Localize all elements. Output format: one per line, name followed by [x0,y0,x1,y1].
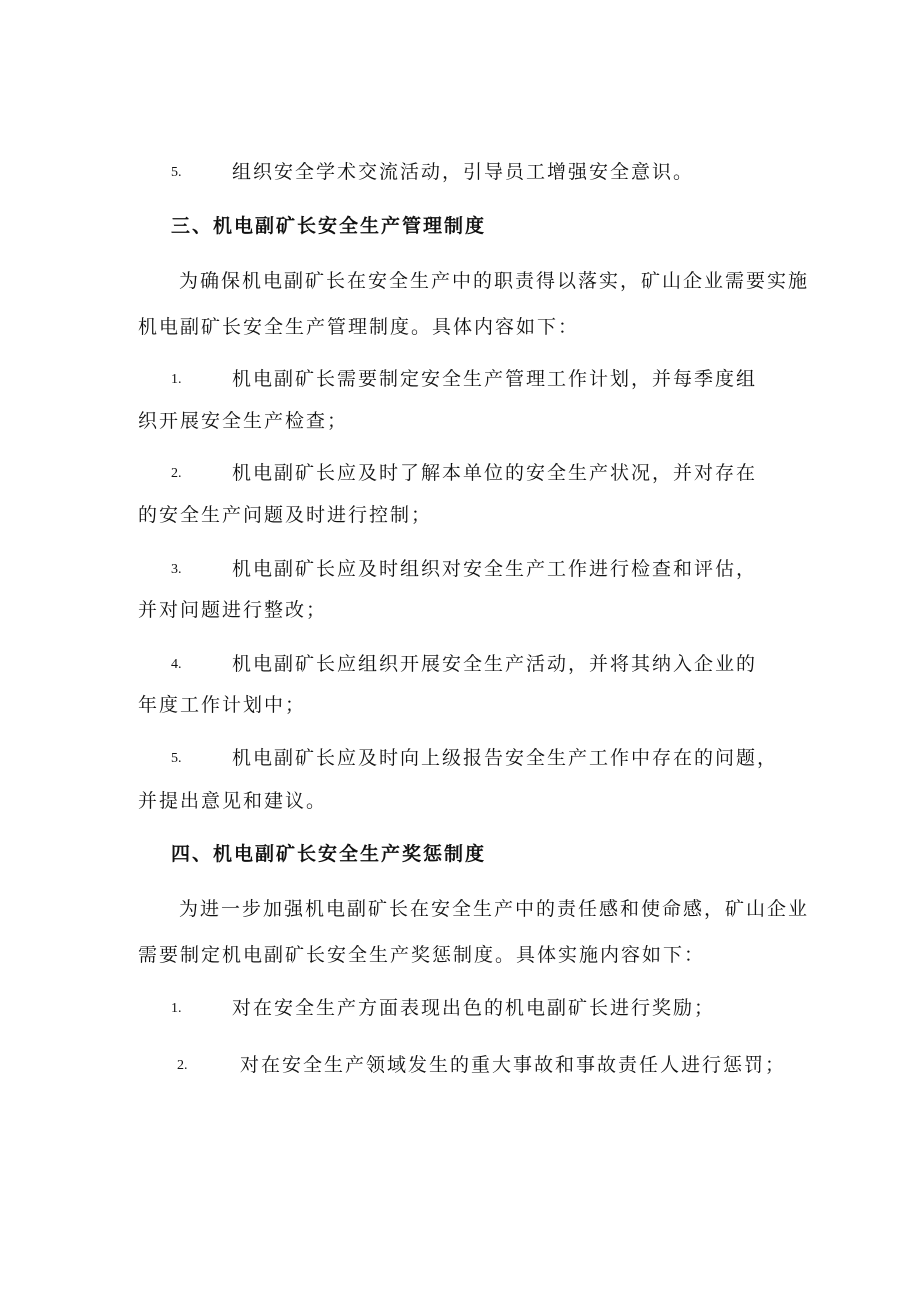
list-item-text: 并对问题进行整改； [138,599,328,621]
list-item-text: 对在安全生产方面表现出色的机电副矿长进行奖励； [232,997,716,1019]
list-item-text: 组织安全学术交流活动，引导员工增强安全意识。 [232,161,695,183]
list-item-text: 机电副矿长应及时向上级报告安全生产工作中存在的问题， [232,747,779,769]
list-number: 2. [171,466,182,481]
list-item-text: 的安全生产问题及时进行控制； [138,504,433,526]
list-number: 1. [171,372,182,387]
list-item-text: 机电副矿长应组织开展安全生产活动，并将其纳入企业的 [232,653,758,675]
list-item-text: 机电副矿长应及时了解本单位的安全生产状况，并对存在 [232,462,758,484]
section-heading: 四、机电副矿长安全生产奖惩制度 [171,843,487,865]
list-item-text: 织开展安全生产检查； [138,410,349,432]
list-item-text: 机电副矿长应及时组织对安全生产工作进行检查和评估， [232,558,758,580]
paragraph-line: 需要制定机电副矿长安全生产奖惩制度。具体实施内容如下： [138,944,706,966]
list-number: 2. [177,1058,188,1073]
list-number: 3. [171,562,182,577]
list-item-text: 并提出意见和建议。 [138,790,328,812]
list-number: 1. [171,1001,182,1016]
paragraph-line: 为进一步加强机电副矿长在安全生产中的责任感和使命感，矿山企业 [179,898,810,920]
list-item-text: 年度工作计划中； [138,694,307,716]
list-item-text: 对在安全生产领域发生的重大事故和事故责任人进行惩罚； [240,1054,787,1076]
list-number: 5. [171,165,182,180]
list-item-text: 机电副矿长需要制定安全生产管理工作计划，并每季度组 [232,368,758,390]
paragraph-line: 机电副矿长安全生产管理制度。具体内容如下： [138,316,580,338]
paragraph-line: 为确保机电副矿长在安全生产中的职责得以落实，矿山企业需要实施 [179,270,810,292]
section-heading: 三、机电副矿长安全生产管理制度 [171,215,487,237]
list-number: 4. [171,657,182,672]
list-number: 5. [171,751,182,766]
